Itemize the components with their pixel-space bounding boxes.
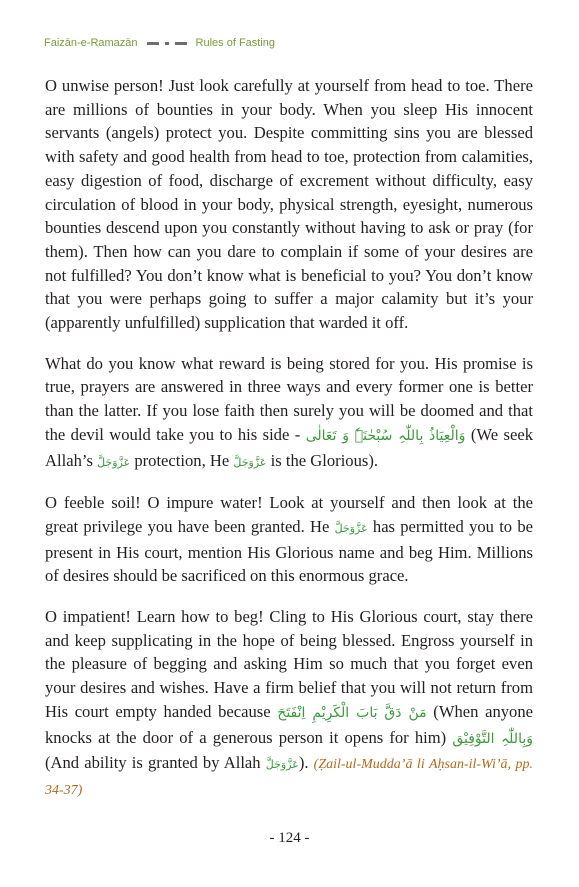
paragraph-2-text-4: is the Glorious).: [270, 450, 379, 470]
paragraph-2-text-1: What do you know what reward is being stored for you. His promise is true, prayers are answered in three ways and every former one is better than the latter. If you lose faith then surely you will be doomed and that the devil would take you to his side -: [45, 353, 533, 444]
source-reference: (Ẓail-ul-Mudda’ā li Aḥsan-il-Wi’ā, pp. 34-37): [45, 757, 533, 798]
honorific: عَزَّوَجَلَّ: [265, 758, 299, 772]
arabic-proverb: مَنْ دَقَّ بَابَ الْكَرِيْمِ اِنْفَتَحَ: [277, 704, 427, 721]
chapter-title: Rules of Fasting: [195, 37, 276, 49]
paragraph-1: O unwise person! Just look carefully at yourself from head to toe. There are millions of bounties in your body. When you sleep His innocent servants (angels) protect you. Despite committing sins you are blessed with safety and good health from head to toe, protection from calamities, easy digestion of food, discharge of excrement without difficulty, easy circulation of blood in your body, physical strength, eyesight, numerous bounties descend upon you constantly without having to ask or pray (for them). Then how can you dare to complain if some of your desires are not fulfilled? You don’t know what is beneficial to you? You don’t know that you were perhaps going to suffer a major calamity but it’s your (apparently unfulfilled) supplication that warded it off.: [45, 76, 533, 333]
paragraph-3-text-2: has permitted you to be present in His court, mention His Glorious name and beg Him. Millions of desires should be sacrificed on this enormous grace.: [45, 516, 533, 586]
arabic-phrase: وَبِاللّٰہِ التَّوْفِیْق: [452, 730, 533, 747]
paragraph-4-text-4: ).: [298, 753, 309, 773]
honorific: عَزَّوَجَلَّ: [233, 455, 267, 469]
paragraph-2: [45, 352, 533, 475]
header-separator: [147, 42, 187, 45]
honorific: عَزَّوَجَلَّ: [97, 455, 131, 469]
paragraph-4: [45, 605, 533, 803]
running-header: [44, 37, 275, 49]
honorific: عَزَّوَجَلَّ: [334, 521, 368, 535]
paragraph-2-text-2: (We seek Allah’s: [45, 424, 533, 470]
paragraph-4-text-3: (And ability is granted by Allah: [45, 753, 261, 773]
paragraph-4-text-1: O impatient! Learn how to beg! Cling to His Glorious court, stay there and keep supplicating in the hope of being blessed. Engross yourself in the pleasure of begging and asking Him so much that you forget even your desires and wishes. Have a firm belief that you will not return from His court empty handed because: [45, 607, 533, 721]
paragraph-2-text-3: protection, He: [134, 450, 230, 470]
paragraph-3: [45, 491, 533, 588]
page-number: - 124 -: [269, 830, 310, 846]
paragraph-4-text-2: (When anyone knocks at the door of a generous person it opens for him): [45, 701, 534, 747]
book-title: Faizān-e-Ramazān: [44, 37, 138, 49]
arabic-phrase: وَالْعِيَاذُ بِاللّٰہِ سُبْحٰنَہٗ وَ تَعَالٰی: [305, 427, 466, 444]
page-body: [45, 74, 533, 820]
paragraph-3-text-1: O feeble soil! O impure water! Look at yourself and then look at the great privilege you have been granted. He: [45, 493, 533, 536]
